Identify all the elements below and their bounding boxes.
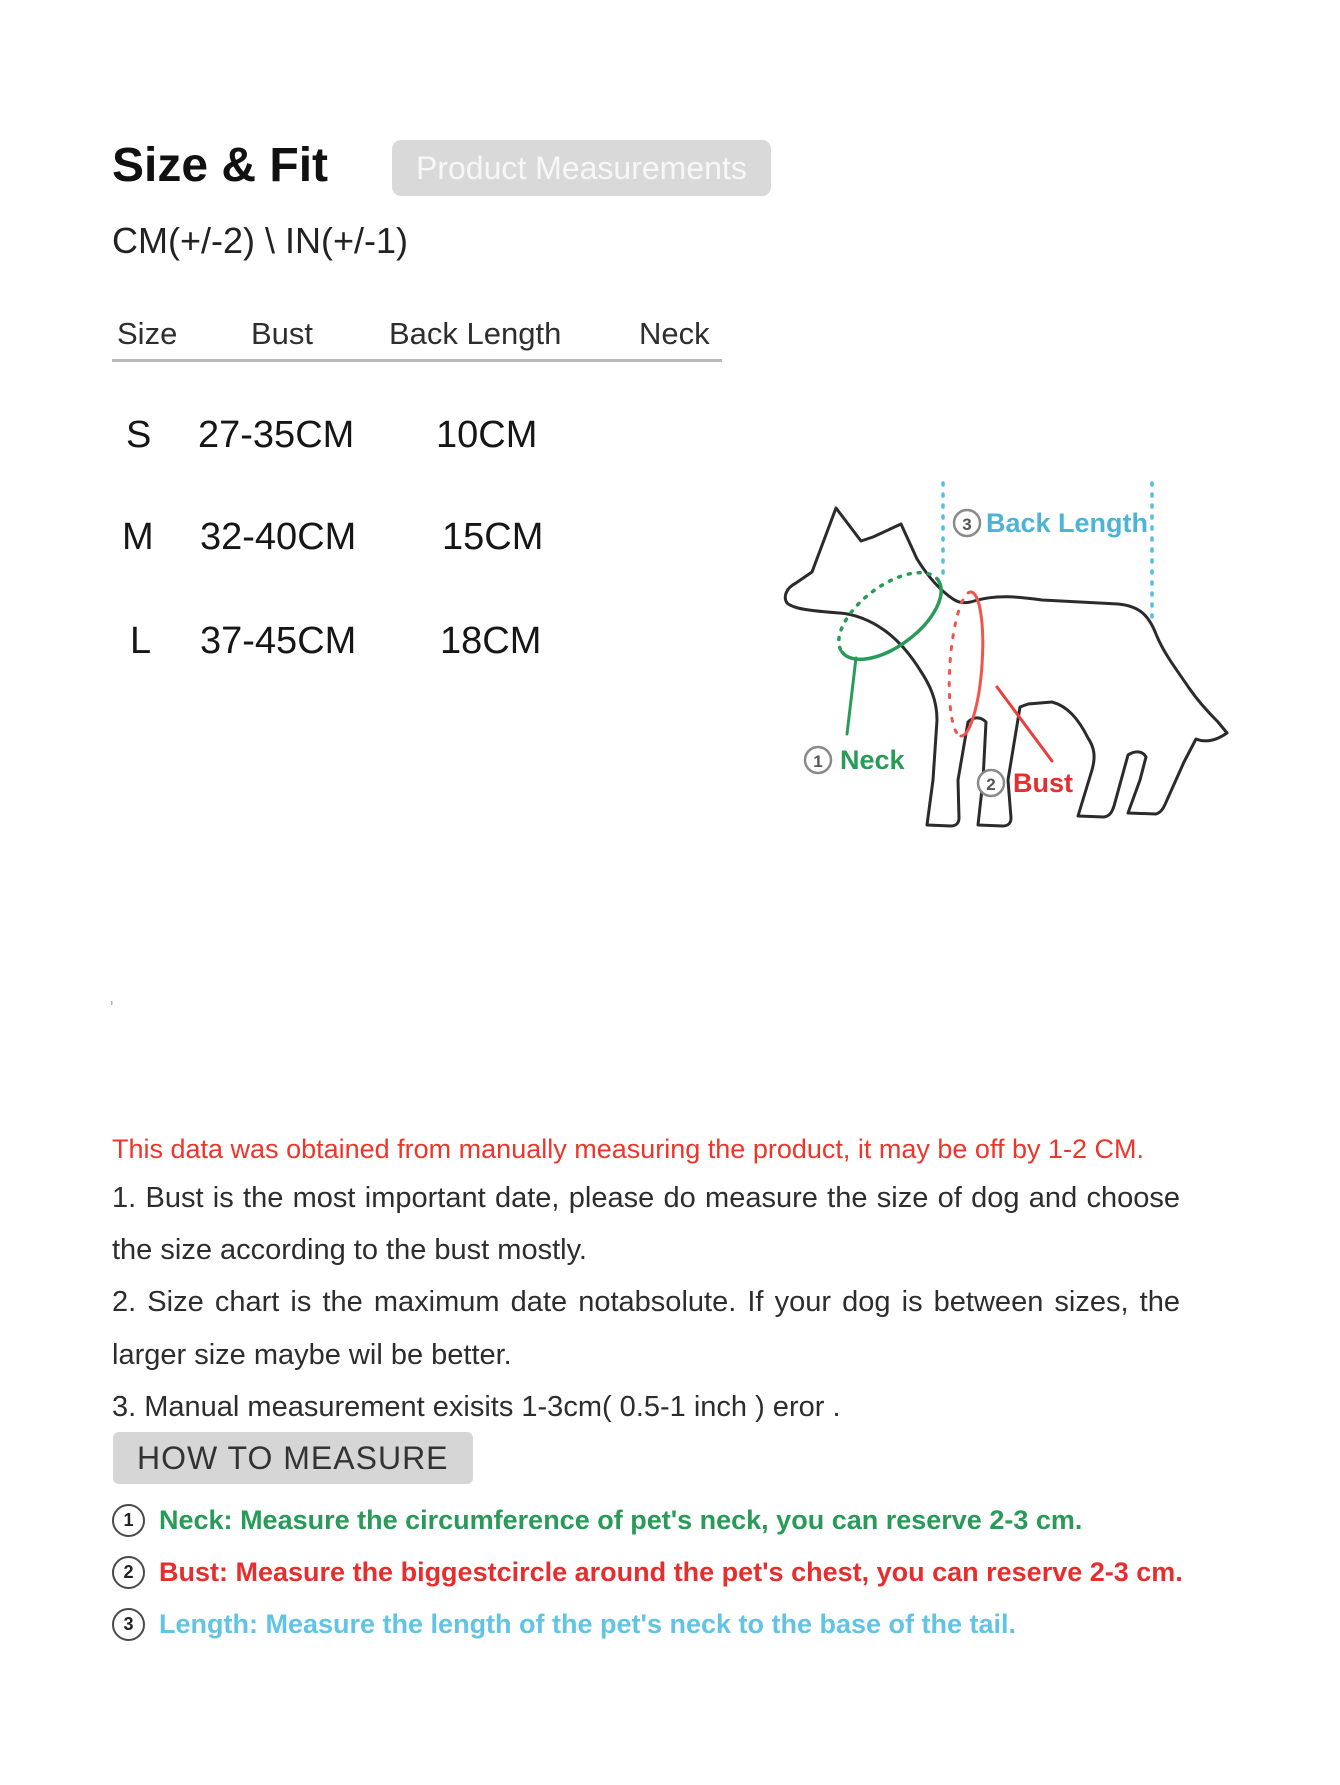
- note-1: 1. Bust is the most important date, please do measure the size of dog and choose the size according to the bust mostly.: [112, 1182, 1180, 1267]
- svg-text:2: 2: [986, 775, 996, 794]
- size-s-label: S: [126, 414, 152, 456]
- neck-ellipse-dashed: [839, 573, 938, 652]
- size-m-label: M: [122, 516, 154, 558]
- notes-block: [112, 1172, 1180, 1433]
- how-to-item-bust-text: Bust: Measure the biggestcircle around the pet's chest, you can reserve 2-3 cm.: [159, 1557, 1183, 1587]
- product-measurements-badge: Product Measurements: [392, 140, 771, 196]
- bust-pointer-line: [997, 687, 1052, 761]
- svg-text:1: 1: [813, 752, 823, 771]
- col-header-bust: Bust: [251, 316, 314, 351]
- svg-text:Back Length: Back Length: [986, 508, 1149, 538]
- dog-measurement-diagram: [690, 450, 1250, 840]
- size-s-bust: 27-35CM: [198, 414, 355, 456]
- bust-ellipse-solid: [961, 592, 983, 736]
- bust-ellipse-dashed: [949, 592, 971, 736]
- how-to-measure-heading: HOW TO MEASURE: [113, 1432, 473, 1484]
- svg-text:Bust: Bust: [1013, 768, 1073, 798]
- neck-label: [805, 745, 906, 775]
- size-m-back-length: 15CM: [442, 516, 544, 558]
- note-3: 3. Manual measurement exisits 1-3cm( 0.5-1 inch ) eror .: [112, 1390, 841, 1423]
- col-header-neck: Neck: [639, 316, 710, 351]
- how-to-item-length-text: Length: Measure the length of the pet's neck to the base of the tail.: [159, 1609, 1017, 1639]
- note-2: 2. Size chart is the maximum date notabsolute. If your dog is between sizes, the larger size maybe wil be better.: [112, 1286, 1180, 1371]
- size-l-back-length: 18CM: [440, 620, 542, 662]
- dog-outline: [785, 508, 1227, 826]
- size-l-label: L: [130, 620, 152, 662]
- neck-pointer-line: [847, 658, 856, 734]
- size-s-back-length: 10CM: [436, 414, 538, 456]
- size-m-bust: 32-40CM: [200, 516, 357, 558]
- back-length-label: [954, 508, 1148, 538]
- how-to-item-neck: [112, 1504, 1082, 1537]
- tolerance-note: CM(+/-2) \ IN(+/-1): [112, 220, 409, 261]
- bust-label: [978, 768, 1073, 798]
- circled-number-2: 2: [112, 1556, 145, 1589]
- svg-text:3: 3: [962, 515, 972, 534]
- disclaimer-text: This data was obtained from manually measuring the product, it may be off by 1-2 CM.: [112, 1134, 1144, 1164]
- page-title: Size & Fit: [112, 139, 329, 192]
- col-header-back-length: Back Length: [389, 316, 562, 351]
- circled-number-1: 1: [112, 1504, 145, 1537]
- size-l-bust: 37-45CM: [200, 620, 357, 662]
- circled-number-3: 3: [112, 1608, 145, 1641]
- neck-ellipse-solid: [842, 580, 941, 659]
- stray-mark: ': [110, 998, 114, 1018]
- col-header-size: Size: [117, 316, 178, 351]
- how-to-item-length: [112, 1608, 1016, 1641]
- svg-text:Neck: Neck: [840, 745, 905, 775]
- how-to-item-neck-text: Neck: Measure the circumference of pet's neck, you can reserve 2-3 cm.: [159, 1505, 1083, 1535]
- how-to-item-bust: [112, 1556, 1183, 1589]
- table-header-rule: [112, 359, 722, 362]
